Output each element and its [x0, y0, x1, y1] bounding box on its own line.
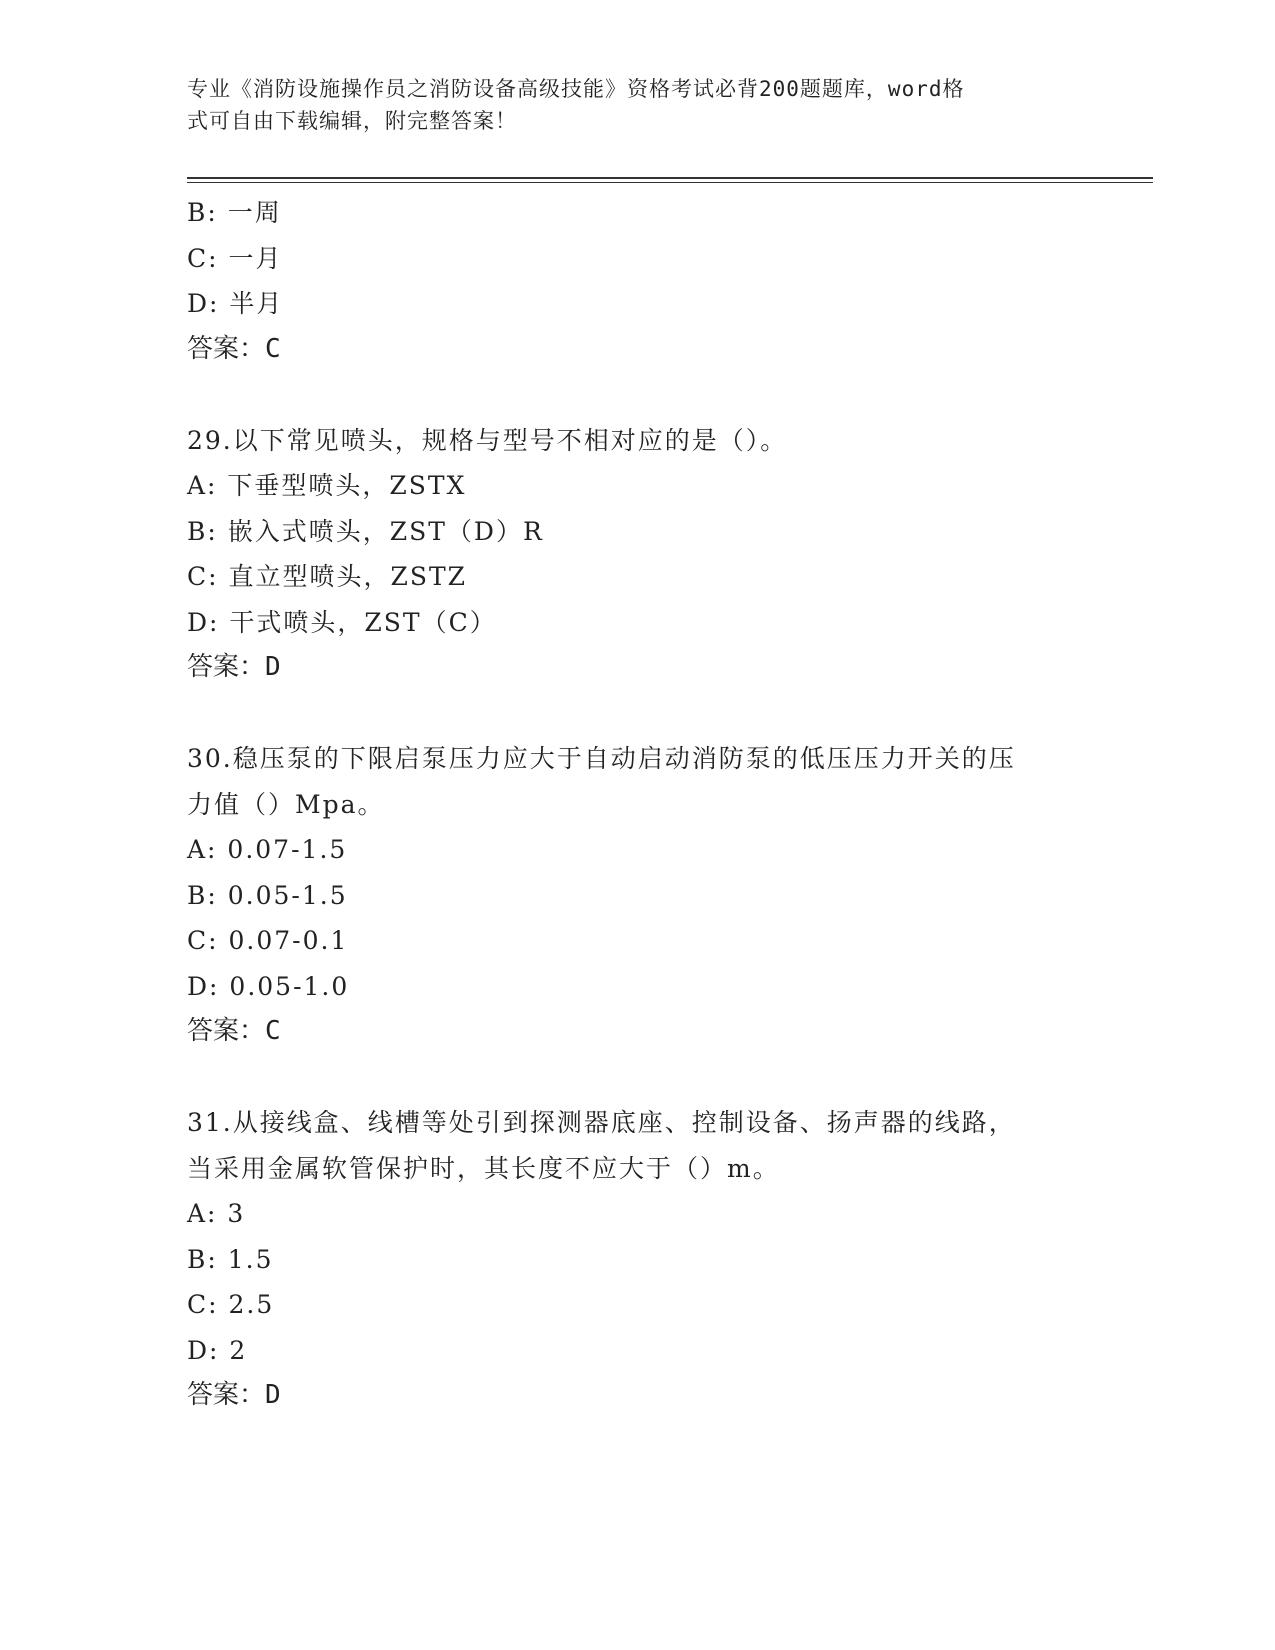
option-c: C: 一月	[187, 243, 283, 273]
option-d: D: 干式喷头，ZST（C）	[187, 607, 497, 637]
question-list	[187, 190, 1087, 1419]
question-stem-continued: 力值（）Mpa。	[187, 789, 385, 819]
header-line-1: 专业《消防设施操作员之消防设备高级技能》资格考试必背200题题库，word格	[187, 77, 965, 101]
option-d: D: 2	[187, 1335, 248, 1365]
spacer	[187, 1055, 1087, 1101]
answer-value: D	[265, 652, 281, 682]
question-28-continuation	[187, 190, 1087, 372]
question-stem-continued: 当采用金属软管保护时，其长度不应大于（）m。	[187, 1153, 780, 1183]
option-d: D: 0.05-1.0	[187, 971, 350, 1001]
option-b: B: 嵌入式喷头，ZST（D）R	[187, 516, 544, 546]
option-a: A: 下垂型喷头，ZSTX	[187, 471, 467, 500]
option-d: D: 半月	[187, 289, 284, 318]
question-stem: 30.稳压泵的下限启泵压力应大于自动启动消防泵的低压压力开关的压	[187, 744, 1016, 773]
option-a: A: 0.07-1.5	[187, 835, 348, 864]
question-stem: 29.以下常见喷头，规格与型号不相对应的是（）。	[187, 425, 788, 455]
option-b: B: 1.5	[187, 1244, 274, 1274]
answer	[187, 1009, 1087, 1055]
header-divider-thick	[187, 177, 1153, 179]
question-29	[187, 418, 1087, 691]
spacer	[187, 372, 1087, 418]
answer-label: 答案：	[187, 333, 266, 364]
answer-label: 答案：	[187, 1380, 266, 1410]
spacer	[187, 691, 1087, 737]
header-line-2: 式可自由下载编辑，附完整答案！	[187, 109, 517, 133]
question-31	[187, 1100, 1087, 1419]
answer	[187, 645, 1087, 691]
question-30	[187, 736, 1087, 1055]
answer	[187, 327, 1087, 373]
header-divider-thin	[187, 182, 1153, 183]
option-b: B: 0.05-1.5	[187, 880, 348, 910]
answer-label: 答案：	[187, 652, 266, 682]
question-stem: 31.从接线盒、线槽等处引到探测器底座、控制设备、扬声器的线路，	[187, 1108, 1016, 1137]
option-a: A: 3	[187, 1199, 246, 1228]
option-b: B: 一周	[187, 198, 282, 227]
option-c: C: 2.5	[187, 1290, 275, 1319]
answer-value: D	[265, 1380, 281, 1410]
answer-label: 答案：	[187, 1016, 266, 1046]
option-c: C: 直立型喷头，ZSTZ	[187, 562, 468, 591]
document-header	[187, 73, 1067, 137]
answer	[187, 1373, 1087, 1419]
answer-value: C	[265, 333, 281, 364]
answer-value: C	[265, 1016, 281, 1046]
option-c: C: 0.07-0.1	[187, 926, 349, 955]
